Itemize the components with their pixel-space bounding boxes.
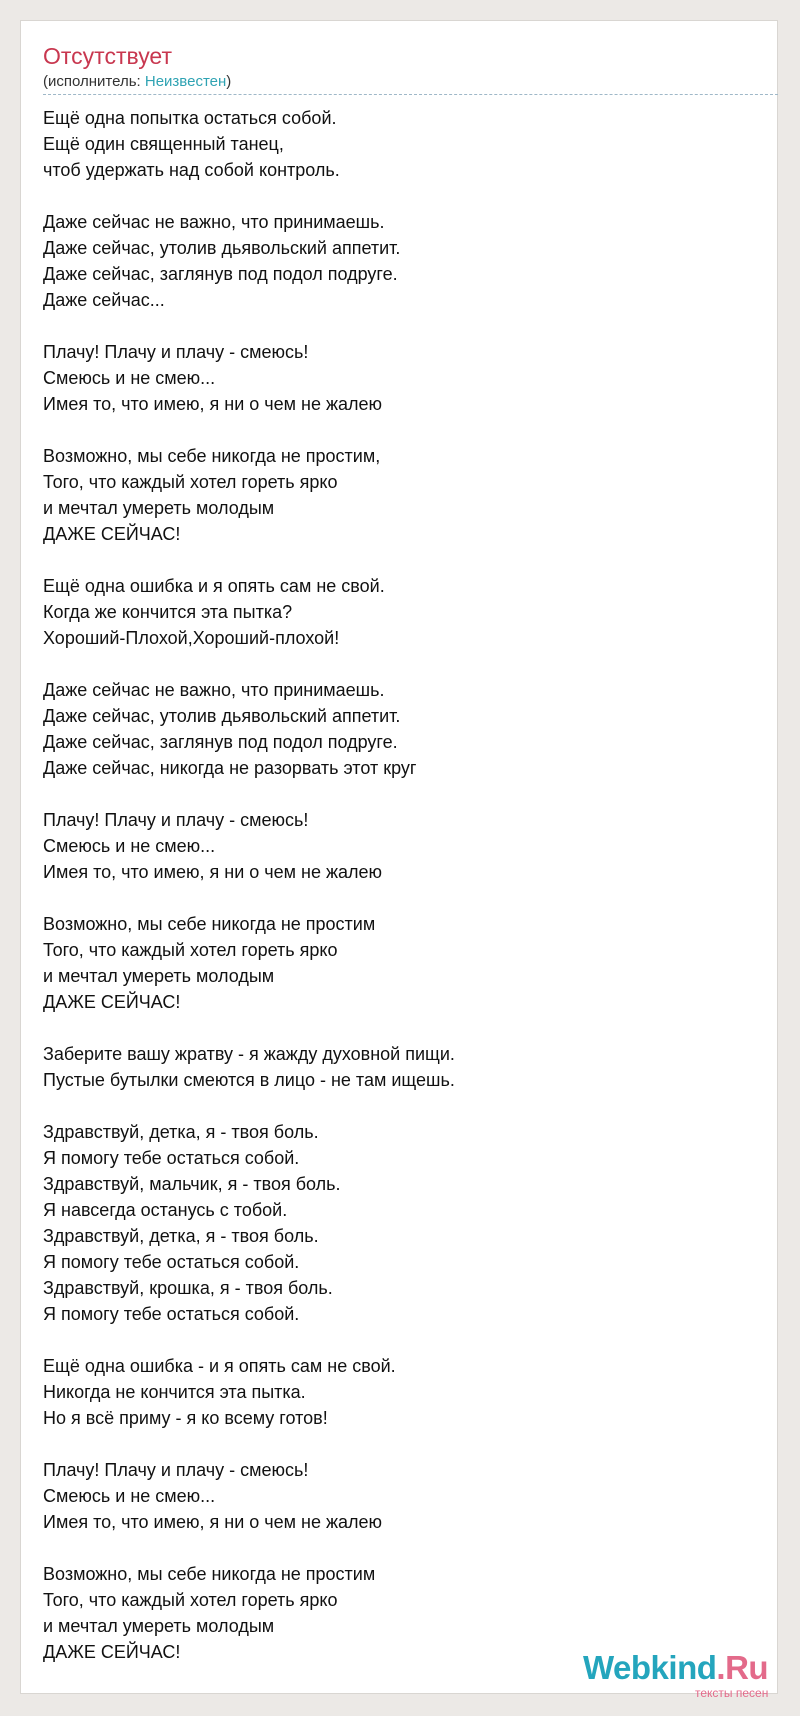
lyrics-line: Ещё одна ошибка - и я опять сам не свой.: [43, 1356, 396, 1376]
lyrics-line: и мечтал умереть молодым: [43, 1616, 275, 1636]
lyrics-stanza: [43, 1457, 763, 1535]
lyrics-page: [20, 20, 778, 1700]
lyrics-line: Ещё одна попытка остаться собой.: [43, 108, 337, 128]
lyrics-line: и мечтал умереть молодым: [43, 966, 275, 986]
lyrics-line: Того, что каждый хотел гореть ярко: [43, 472, 338, 492]
lyrics-line: Даже сейчас, никогда не разорвать этот круг: [43, 758, 417, 778]
artist-link[interactable]: Неизвестен: [144, 73, 227, 90]
lyrics-stanza: [43, 443, 763, 547]
lyrics-stanza: [43, 677, 763, 781]
header-divider: [43, 94, 778, 95]
lyrics-stanza: [43, 911, 763, 1015]
lyrics-stanza: [43, 1353, 763, 1431]
lyrics-line: Пустые бутылки смеются в лицо - не там ищешь.: [43, 1070, 455, 1090]
lyrics-line: Плачу! Плачу и плачу - смеюсь!: [43, 342, 309, 362]
lyrics-line: Имея то, что имею, я ни о чем не жалею: [43, 862, 383, 882]
lyrics-stanza: [43, 807, 763, 885]
lyrics-line: ДАЖЕ СЕЙЧАС!: [43, 524, 181, 544]
lyrics-line: чтоб удержать над собой контроль.: [43, 160, 340, 180]
lyrics-line: Даже сейчас, утолив дьявольский аппетит.: [43, 238, 401, 258]
lyrics-line: Даже сейчас не важно, что принимаешь.: [43, 212, 385, 232]
logo-wordmark: [583, 1649, 768, 1687]
lyrics-line: Здравствуй, мальчик, я - твоя боль.: [43, 1174, 341, 1194]
lyrics-line: Когда же кончится эта пытка?: [43, 602, 293, 622]
lyrics-stanza: [43, 1119, 763, 1327]
artist-prefix: (исполнитель:: [43, 73, 145, 90]
lyrics-line: Здравствуй, детка, я - твоя боль.: [43, 1122, 319, 1142]
webkind-logo[interactable]: [583, 1649, 800, 1705]
lyrics-line: Здравствуй, детка, я - твоя боль.: [43, 1226, 319, 1246]
lyrics-line: Я помогу тебе остаться собой.: [43, 1148, 300, 1168]
lyrics-line: Имея то, что имею, я ни о чем не жалею: [43, 1512, 383, 1532]
lyrics-line: Даже сейчас, заглянув под подол подруге.: [43, 264, 398, 284]
lyrics-line: Возможно, мы себе никогда не простим: [43, 1564, 376, 1584]
lyrics-line: Здравствуй, крошка, я - твоя боль.: [43, 1278, 333, 1298]
lyrics-stanza: [43, 573, 763, 651]
logo-domain: .Ru: [716, 1649, 769, 1686]
logo-tagline: тексты песен: [695, 1686, 769, 1700]
lyrics-line: Хороший-Плохой,Хороший-плохой!: [43, 628, 340, 648]
lyrics-line: Ещё одна ошибка и я опять сам не свой.: [43, 576, 385, 596]
lyrics-line: Того, что каждый хотел гореть ярко: [43, 1590, 338, 1610]
lyrics-line: Имея то, что имею, я ни о чем не жалею: [43, 394, 383, 414]
lyrics-line: Даже сейчас, заглянув под подол подруге.: [43, 732, 398, 752]
lyrics-line: ДАЖЕ СЕЙЧАС!: [43, 1642, 181, 1662]
logo-word: Webkind: [583, 1649, 717, 1686]
lyrics-line: Заберите вашу жратву - я жажду духовной пищи.: [43, 1044, 455, 1064]
lyrics-line: и мечтал умереть молодым: [43, 498, 275, 518]
lyrics-line: Я навсегда останусь с тобой.: [43, 1200, 288, 1220]
lyrics-line: ДАЖЕ СЕЙЧАС!: [43, 992, 181, 1012]
lyrics-line: Смеюсь и не смею...: [43, 1486, 216, 1506]
song-title: Отсутствует: [43, 43, 172, 69]
lyrics-text: [43, 105, 763, 1691]
lyrics-line: Я помогу тебе остаться собой.: [43, 1252, 300, 1272]
lyrics-line: Даже сейчас...: [43, 290, 165, 310]
artist-suffix: ): [226, 73, 232, 90]
lyrics-line: Ещё один священный танец,: [43, 134, 284, 154]
artist-line: [43, 73, 231, 90]
lyrics-stanza: [43, 105, 763, 183]
lyrics-line: Я помогу тебе остаться собой.: [43, 1304, 300, 1324]
lyrics-stanza: [43, 1041, 763, 1093]
lyrics-line: Плачу! Плачу и плачу - смеюсь!: [43, 1460, 309, 1480]
lyrics-stanza: [43, 339, 763, 417]
lyrics-line: Того, что каждый хотел гореть ярко: [43, 940, 338, 960]
lyrics-line: Возможно, мы себе никогда не простим: [43, 914, 376, 934]
lyrics-stanza: [43, 209, 763, 313]
lyrics-line: Смеюсь и не смею...: [43, 368, 216, 388]
lyrics-line: Плачу! Плачу и плачу - смеюсь!: [43, 810, 309, 830]
lyrics-line: Никогда не кончится эта пытка.: [43, 1382, 306, 1402]
lyrics-line: Даже сейчас, утолив дьявольский аппетит.: [43, 706, 401, 726]
lyrics-line: Возможно, мы себе никогда не простим,: [43, 446, 381, 466]
lyrics-line: Даже сейчас не важно, что принимаешь.: [43, 680, 385, 700]
lyrics-line: Но я всё приму - я ко всему готов!: [43, 1408, 328, 1428]
lyrics-line: Смеюсь и не смею...: [43, 836, 216, 856]
